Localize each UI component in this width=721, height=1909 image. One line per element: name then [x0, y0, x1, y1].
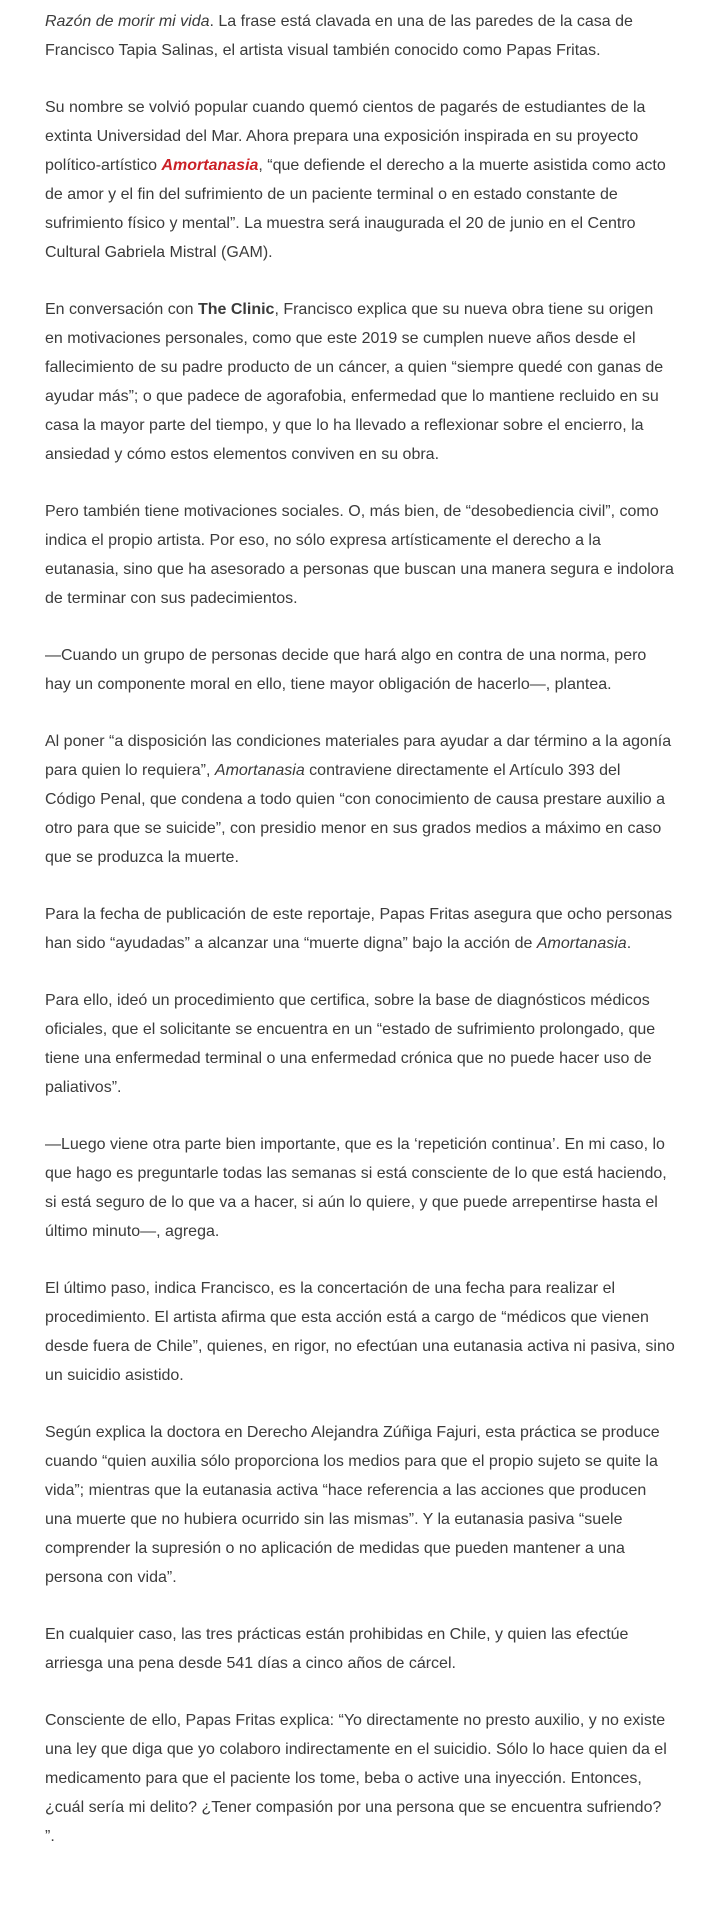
text-segment: Su nombre se volvió popular cuando quemó cientos de pagarés de estudiantes de la extinta Universidad del Mar. Ahora prepara una exposición inspirada en su proyecto político-artístico: [45, 99, 646, 174]
paragraph: [45, 7, 675, 65]
text-segment: Según explica la doctora en Derecho Alejandra Zúñiga Fajuri, esta práctica se produce cuando “quien auxilia sólo proporciona los medios para que el propio sujeto se quite la vida”; mientras que la eutanasia activa “hace referencia a las acciones que producen una muerte que no hubiera ocurrido sin las mismas”. Y la eutanasia pasiva “suele comprender la supresión o no aplicación de medidas que pueden mantener a una persona con vida”.: [45, 1424, 660, 1586]
paragraph: [45, 93, 675, 267]
amortanasia-link[interactable]: Amortanasia: [161, 157, 259, 174]
text-segment: Amortanasia: [214, 762, 305, 779]
paragraph: [45, 1706, 675, 1851]
paragraph: [45, 641, 675, 699]
text-segment: Pero también tiene motivaciones sociales. O, más bien, de “desobediencia civil”, como indica el propio artista. Por eso, no sólo expresa artísticamente el derecho a la eutanasia, sino que ha asesorado a personas que buscan una manera segura e indolora de terminar con sus padecimientos.: [45, 503, 674, 607]
paragraph: [45, 727, 675, 872]
paragraph: [45, 295, 675, 469]
paragraph: [45, 986, 675, 1102]
paragraph: [45, 1620, 675, 1678]
text-segment: —Cuando un grupo de personas decide que hará algo en contra de una norma, pero hay un componente moral en ello, tiene mayor obligación de hacerlo—, plantea.: [45, 647, 647, 693]
text-segment: Amortanasia: [536, 935, 627, 952]
paragraph: [45, 900, 675, 958]
text-segment: , Francisco explica que su nueva obra tiene su origen en motivaciones personales, como que este 2019 se cumplen nueve años desde el fallecimiento de su padre producto de un cáncer, a quien “siempre quedé con ganas de ayudar más”; o que padece de agorafobia, enfermedad que lo mantiene recluido en su casa la mayor parte del tiempo, y que lo ha llevado a reflexionar sobre el encierro, la ansiedad y cómo estos elementos conviven en su obra.: [45, 301, 664, 463]
text-segment: El último paso, indica Francisco, es la concertación de una fecha para realizar el procedimiento. El artista afirma que esta acción está a cargo de “médicos que vienen desde fuera de Chile”, quienes, en rigor, no efectúan una eutanasia activa ni pasiva, sino un suicidio asistido.: [45, 1280, 675, 1384]
text-segment: En cualquier caso, las tres prácticas están prohibidas en Chile, y quien las efectúe arriesga una pena desde 541 días a cinco años de cárcel.: [45, 1626, 629, 1672]
text-segment: .: [626, 935, 632, 952]
paragraph: [45, 497, 675, 613]
text-segment: —Luego viene otra parte bien importante, que es la ‘repetición continua’. En mi caso, lo que hago es preguntarle todas las semanas si está consciente de lo que está haciendo, si está seguro de lo que va a hacer, si aún lo quiere, y que puede arrepentirse hasta el último minuto—, agrega.: [45, 1136, 667, 1240]
paragraph: [45, 1274, 675, 1390]
text-segment: Para ello, ideó un procedimiento que certifica, sobre la base de diagnósticos médicos oficiales, que el solicitante se encuentra en un “estado de sufrimiento prolongado, que tiene una enfermedad terminal o una enfermedad crónica que no puede hacer uso de paliativos”.: [45, 992, 656, 1096]
paragraph: [45, 1130, 675, 1246]
text-segment: Consciente de ello, Papas Fritas explica: “Yo directamente no presto auxilio, y no existe una ley que diga que yo colaboro indirectamente en el suicidio. Sólo lo hace quien da el medicamento para que el paciente los tome, beba o active una inyección. Entonces, ¿cuál sería mi delito? ¿Tener compasión por una persona que se encuentra sufriendo? ”.: [45, 1712, 667, 1845]
text-segment: . La frase está clavada en una de las paredes de la casa de Francisco Tapia Salinas, el artista visual también conocido como Papas Fritas.: [45, 13, 633, 59]
paragraph: [45, 1418, 675, 1592]
text-segment: Para la fecha de publicación de este reportaje, Papas Fritas asegura que ocho personas han sido “ayudadas” a alcanzar una “muerte digna” bajo la acción de: [45, 906, 673, 952]
text-segment: contraviene directamente el Artículo 393 del Código Penal, que condena a todo quien “con conocimiento de causa prestare auxilio a otro para que se suicide”, con presidio menor en sus grados medios a máximo en caso que se produzca la muerte.: [45, 762, 665, 866]
text-segment: En conversación con: [45, 301, 198, 318]
text-segment: , “que defiende el derecho a la muerte asistida como acto de amor y el fin del sufrimiento de un paciente terminal o en estado constante de sufrimiento físico y mental”. La muestra será inaugurada el 20 de junio en el Centro Cultural Gabriela Mistral (GAM).: [45, 157, 666, 261]
text-segment: The Clinic: [197, 301, 275, 318]
text-segment: Al poner “a disposición las condiciones materiales para ayudar a dar término a la agonía para quien lo requiera”,: [45, 733, 672, 779]
text-segment: Razón de morir mi vida: [45, 13, 210, 30]
